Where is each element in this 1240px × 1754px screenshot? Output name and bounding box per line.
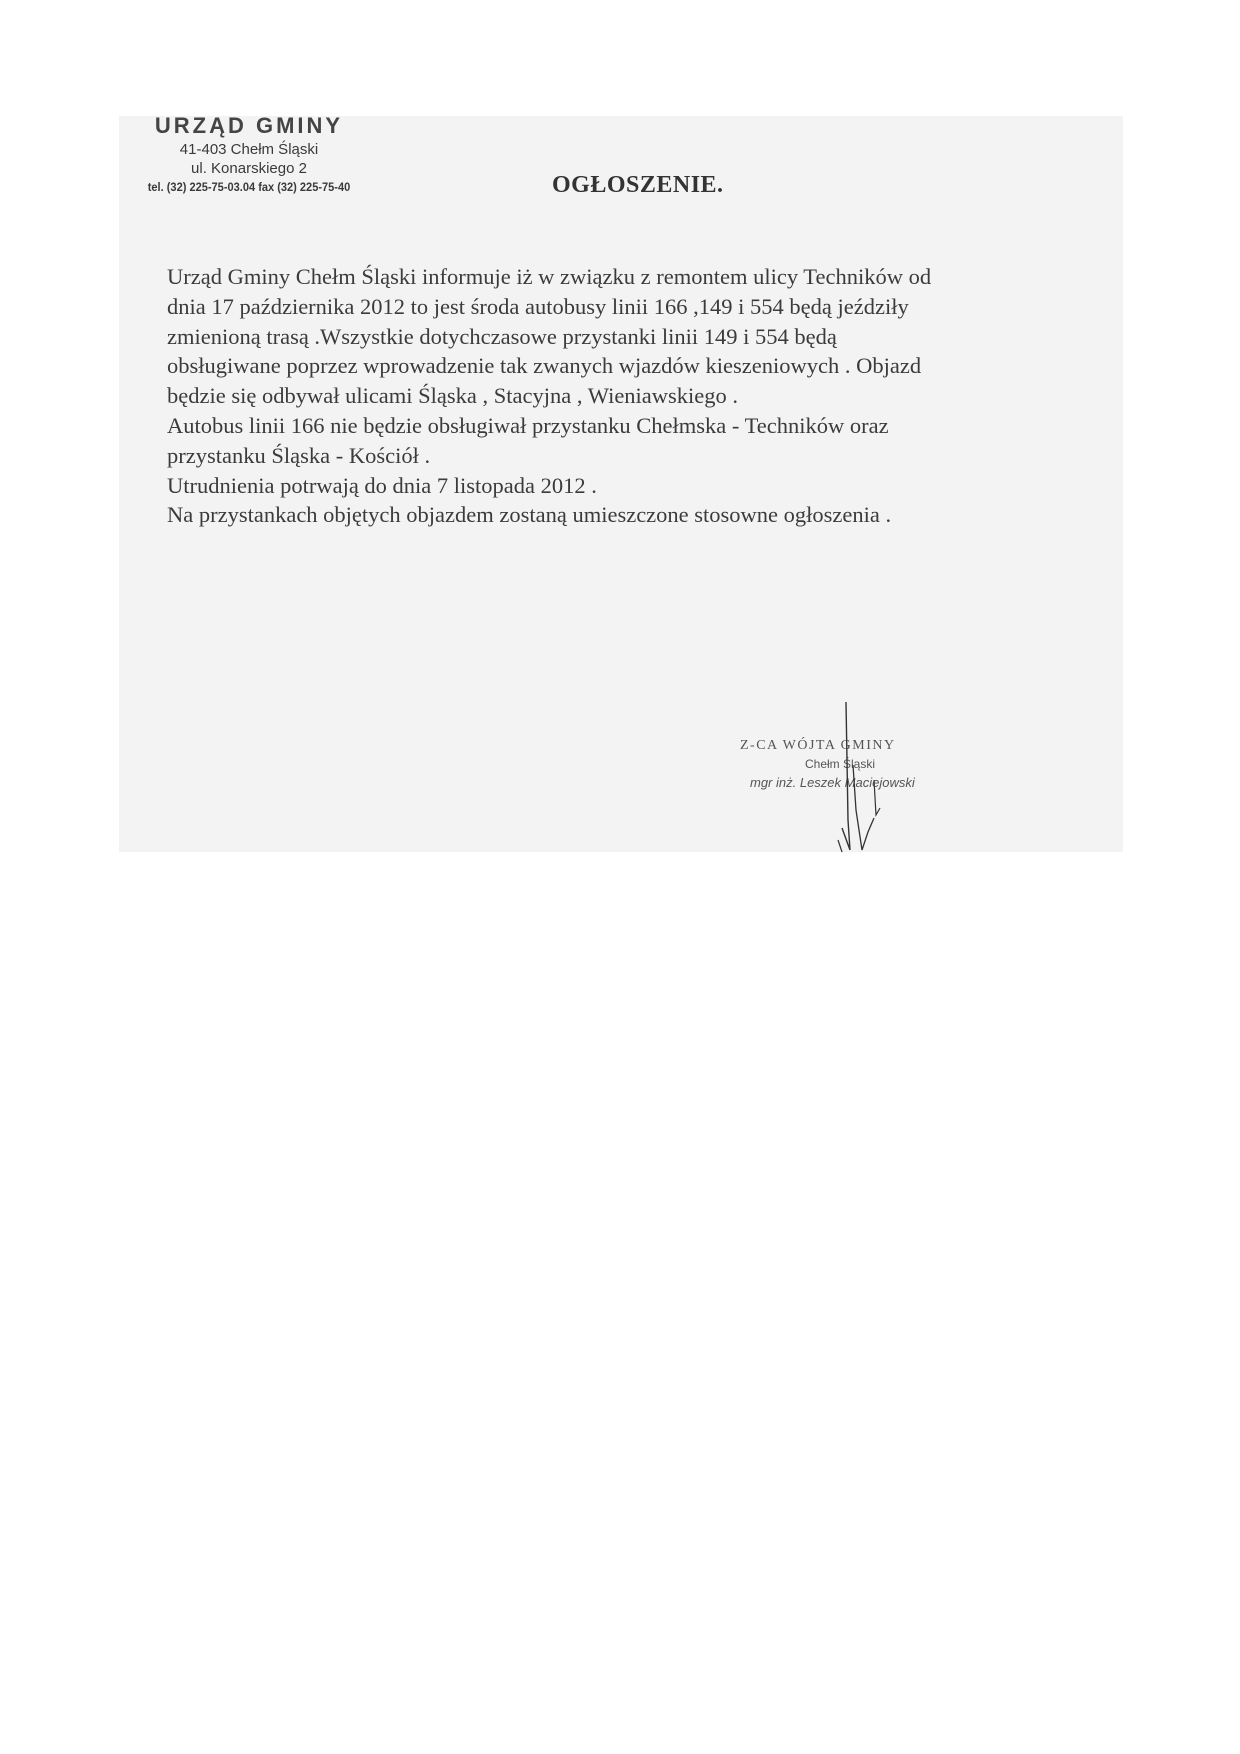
body-line: Autobus linii 166 nie będzie obsługiwał przystanku Chełmska - Techników oraz	[167, 412, 889, 438]
document-heading: OGŁOSZENIE.	[552, 172, 724, 198]
signature-place: Chełm Śląski	[805, 757, 876, 771]
body-line: Utrudnienia potrwają do dnia 7 listopada 2012 .	[167, 472, 597, 498]
body-line: przystanku Śląska - Kościół .	[167, 442, 431, 468]
body-line: będzie się odbywał ulicami Śląska , Stacyjna , Wieniawskiego .	[167, 383, 739, 409]
stamp-street-address: ul. Konarskiego 2	[191, 160, 307, 177]
signature-title: Z-CA WÓJTA GMINY	[740, 738, 896, 753]
announcement-body	[167, 262, 1117, 530]
body-line: Urząd Gminy Chełm Śląski informuje iż w związku z remontem ulicy Techników od	[167, 264, 932, 289]
body-line: zmienioną trasą .Wszystkie dotychczasowe przystanki linii 149 i 554 będą	[167, 323, 837, 349]
handwritten-signature	[820, 700, 900, 855]
body-line: Na przystankach objętych objazdem zostaną umieszczone stosowne ogłoszenia .	[167, 502, 892, 528]
office-stamp	[119, 112, 379, 196]
body-line: dnia 17 października 2012 to jest środa autobusy linii 166 ,149 i 554 będą jeździły	[167, 293, 909, 319]
stamp-phone-fax: tel. (32) 225-75-03.04 fax (32) 225-75-40	[147, 180, 351, 194]
stamp-postal-address: 41-403 Chełm Śląski	[179, 141, 319, 158]
body-line: obsługiwane poprzez wprowadzenie tak zwanych wjazdów kieszeniowych . Objazd	[167, 353, 922, 379]
stamp-title: URZĄD GMINY	[154, 113, 344, 138]
signatory-name: mgr inż. Leszek Maciejowski	[750, 775, 915, 790]
